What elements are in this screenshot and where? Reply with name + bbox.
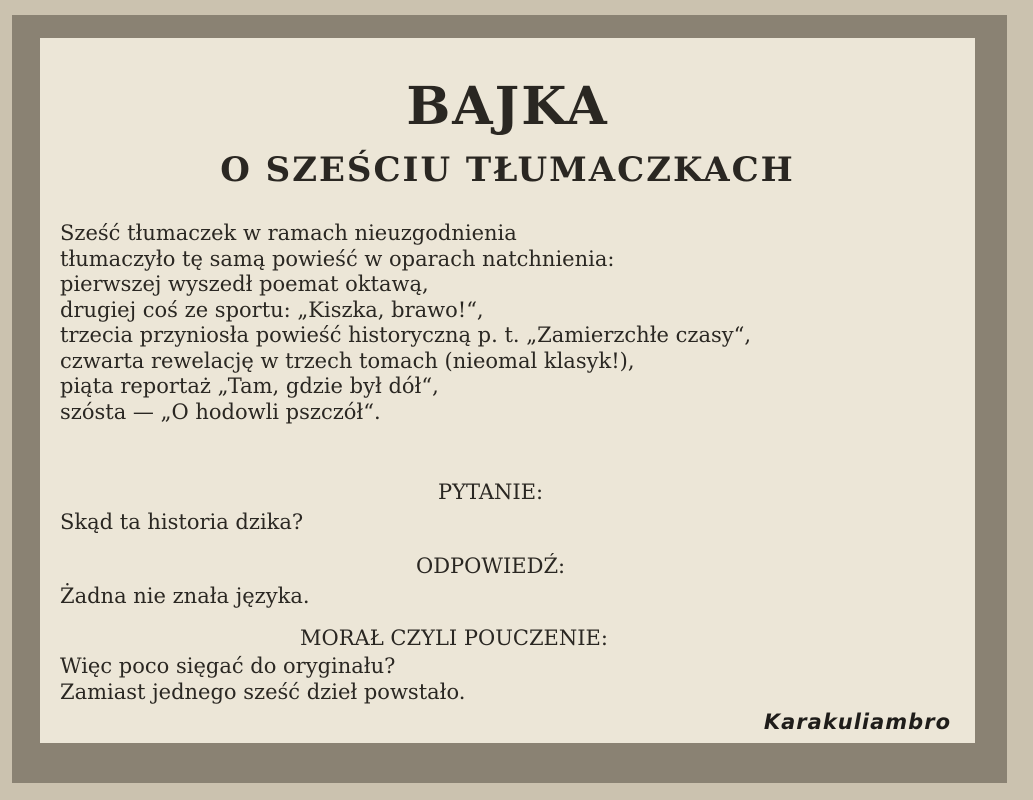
poem-stanza <box>60 221 751 425</box>
poem-line: Zamiast jednego sześć dzieł powstało. <box>60 679 466 704</box>
poem-line: tłumaczyło tę samą powieść w oparach natchnienia: <box>60 246 615 271</box>
poem-line: Sześć tłumaczek w ramach nieuzgodnienia <box>60 221 517 245</box>
poem-line: czwarta rewelację w trzech tomach (nieomal klasyk!), <box>60 348 635 373</box>
moral-text <box>60 654 465 705</box>
poem-line: drugiej coś ze sportu: „Kiszka, brawo!“, <box>60 297 484 322</box>
poem-line: Więc poco sięgać do oryginału? <box>60 654 396 678</box>
poem-line: Żadna nie znała języka. <box>60 584 310 608</box>
poem-line: trzecia przyniosła powieść historyczną p. t. „Zamierzchłe czasy“, <box>60 323 752 347</box>
poem-line: pierwszej wyszedł poemat oktawą, <box>60 272 429 296</box>
author-signature: Karakuliambro <box>763 710 951 734</box>
poem-line: Skąd ta historia dzika? <box>60 510 304 534</box>
page-subtitle: O SZEŚCIU TŁUMACZKACH <box>220 150 795 190</box>
moral-heading: MORAŁ CZYLI POUCZENIE: <box>300 626 608 650</box>
question-heading: PYTANIE: <box>438 480 544 504</box>
question-text <box>60 510 303 536</box>
poem-line: piąta reportaż „Tam, gdzie był dół“, <box>60 374 439 398</box>
answer-text <box>60 584 310 610</box>
page-title: BAJKA <box>406 76 609 137</box>
answer-heading: ODPOWIEDŹ: <box>416 554 566 578</box>
poem-line: szósta — „O hodowli pszczół“. <box>60 399 381 424</box>
text-panel <box>40 38 975 743</box>
